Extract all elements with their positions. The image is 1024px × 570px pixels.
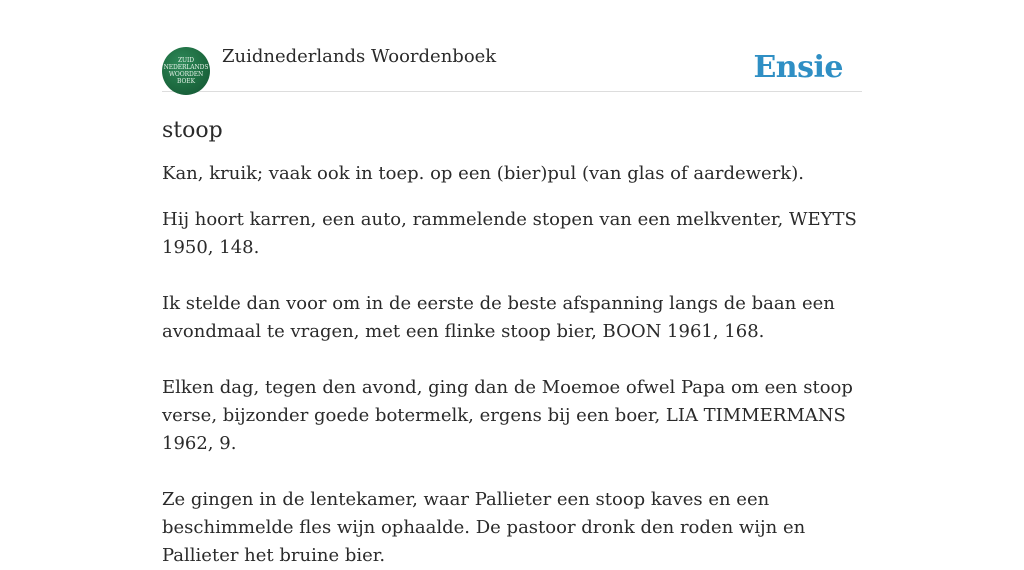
usage-example: Ik stelde dan voor om in de eerste de beste afspanning langs de baan een avondmaal te vragen, met een flinke stoop bier, BOON 1961, 168.	[162, 293, 835, 342]
entry-definition: Kan, kruik; vaak ook in toep. op een (bier)pul (van glas of aardewerk).	[162, 163, 804, 184]
ensie-brand-logo[interactable]: Ensie	[753, 50, 843, 85]
usage-example: Elken dag, tegen den avond, ging dan de Moemoe ofwel Papa om een stoop verse, bijzonder goede botermelk, ergens bij een boer, LIA TIMMERMANS 1962, 9.	[162, 377, 853, 454]
entry-page	[162, 0, 862, 570]
entry-headword: stoop	[162, 118, 223, 143]
logo-text-line: WOORDEN	[168, 71, 204, 78]
logo-text-line: NEDERLANDS	[163, 64, 209, 71]
logo-text-line: BOEK	[177, 78, 195, 85]
dictionary-logo[interactable]	[162, 47, 210, 95]
dictionary-title-link[interactable]: Zuidnederlands Woordenboek	[222, 46, 497, 67]
logo-text-line: ZUID	[177, 57, 194, 64]
usage-example: Hij hoort karren, een auto, rammelende stopen van een melkventer, WEYTS 1950, 148.	[162, 209, 857, 258]
usage-example: Ze gingen in de lentekamer, waar Pallieter een stoop kaves en een beschimmelde fles wijn ophaalde. De pastoor dronk den roden wijn en Pallieter het bruine bier.	[162, 489, 806, 566]
site-header	[162, 0, 862, 92]
